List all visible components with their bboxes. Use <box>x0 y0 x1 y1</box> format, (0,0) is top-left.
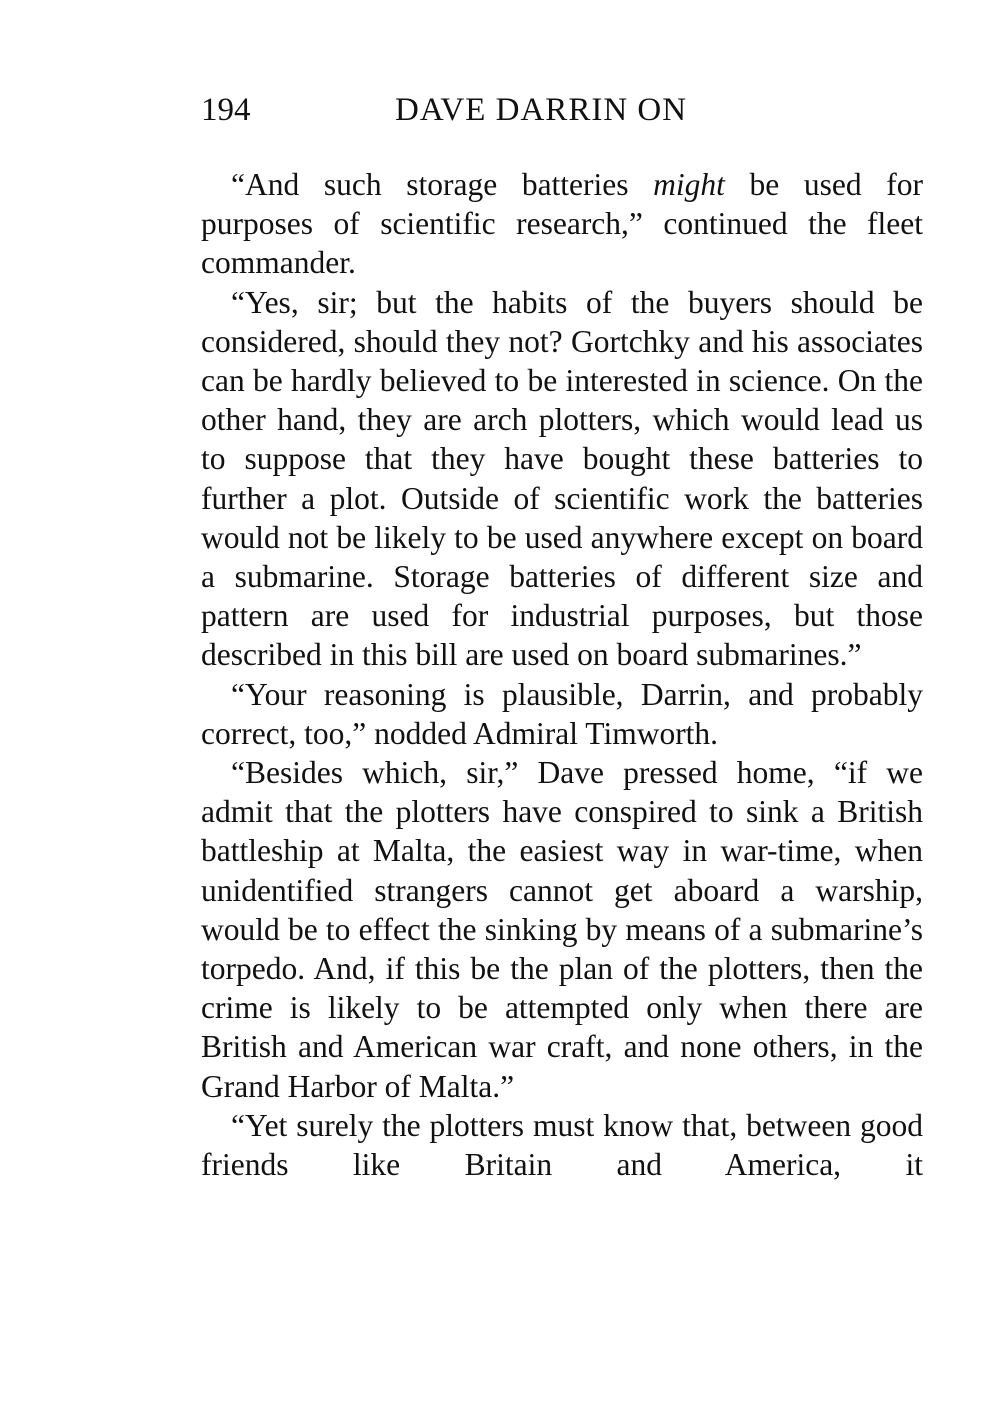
body-text <box>201 165 923 1184</box>
paragraph-1-text-before: “And such storage batteries <box>231 167 654 202</box>
paragraph-1 <box>201 165 923 283</box>
paragraph-5: “Yet surely the plotters must know that, between good friends like Britain and America, it <box>201 1107 923 1183</box>
paragraph-3: “Your reasoning is plausible, Darrin, and probably correct, too,” nodded Admiral Timworth. <box>201 676 923 751</box>
paragraph-2: “Yes, sir; but the habits of the buyers should be considered, should they not? Gortchky and his associates can be hardly believed to be interested in science. On the other hand, they are arch plotters, which would lead us to suppose that they have bought these batteries to further a plot. Outside of scientific work the batteries would not be likely to be used anywhere except on board a submarine. Storage batteries of different size and pattern are used for industrial purposes, but those described in this bill are used on board submarines.” <box>201 284 923 673</box>
running-title: DAVE DARRIN ON <box>395 92 688 128</box>
page-number: 194 <box>201 92 251 128</box>
running-head <box>201 88 923 132</box>
paragraph-4: “Besides which, sir,” Dave pressed home, “if we admit that the plotters have conspired to sink a British battleship at Malta, the easiest way in war-time, when unidentified strangers cannot get aboard a warship, would be to effect the sinking by means of a submarine’s torpedo. And, if this be the plan of the plotters, then the crime is likely to be attempted only when there are British and American war craft, and none others, in the Grand Harbor of Malta.” <box>201 755 923 1104</box>
paragraph-1-text-after: be used for purposes of scientific research,” continued the fleet commander. <box>201 167 923 281</box>
paragraph-1-emphasis: might <box>653 167 725 202</box>
